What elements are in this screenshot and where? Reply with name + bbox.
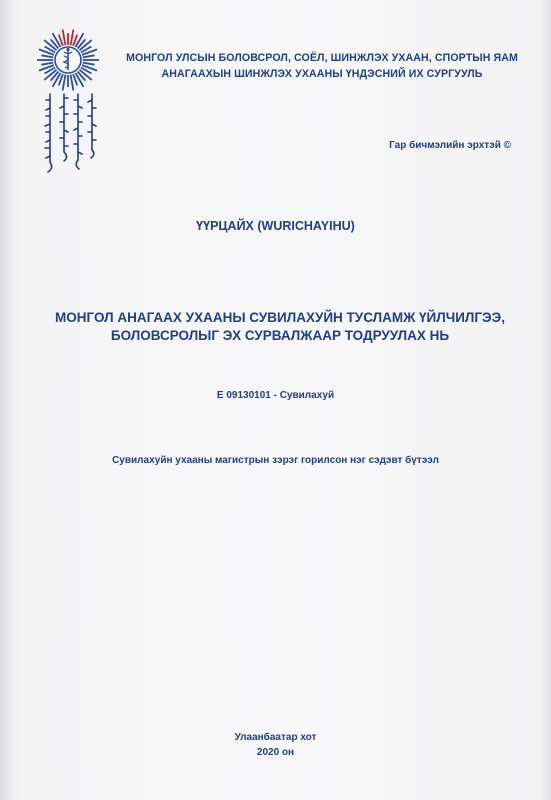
copyright-note: Гар бичмэлийн эрхтэй ©: [389, 140, 511, 151]
ministry-name: МОНГОЛ УЛСЫН БОЛОВСРОЛ, СОЁЛ, ШИНЖЛЭХ УХААН, СПОРТЫН ЯАМ: [126, 52, 518, 64]
emblem-ray: [71, 75, 74, 91]
emblem-ray: [41, 55, 53, 57]
university-emblem-icon: [36, 28, 100, 92]
degree-statement: Сувилахуйн ухааны магистрын зэрэг горилсон нэг сэдэвт бүтээл: [112, 455, 439, 466]
place-and-year: [0, 730, 551, 760]
institution-header: [112, 50, 532, 82]
specialty-code: Е 09130101 - Сувилахуй: [216, 390, 335, 401]
emblem-ray: [63, 75, 66, 91]
mongolian-script-logotype: [40, 92, 102, 182]
emblem-ray: [83, 55, 95, 57]
thesis-title-line-1: МОНГОЛ АНАГААХ УХААНЫ СУВИЛАХУЙН ТУСЛАМЖ ҮЙЛЧИЛГЭЭ,: [55, 310, 505, 325]
emblem-ray: [83, 63, 95, 65]
emblem-ray: [41, 63, 53, 65]
city: Улаанбаатар хот: [234, 732, 317, 743]
emblem-ray: [63, 29, 66, 45]
university-name: АНАГААХЫН ШИНЖЛЭХ УХААНЫ ҮНДЭСНИЙ ИХ СУРГУУЛЬ: [161, 68, 483, 80]
thesis-title: [40, 309, 520, 345]
author-name: ҮҮРЦАЙХ (WURICHAYIHU): [196, 219, 355, 233]
emblem-ray: [71, 29, 74, 45]
thesis-title-line-2: БОЛОВСРОЛЫГ ЭХ СУРВАЛЖААР ТОДРУУЛАХ НЬ: [110, 328, 450, 343]
year: 2020 он: [256, 747, 295, 758]
